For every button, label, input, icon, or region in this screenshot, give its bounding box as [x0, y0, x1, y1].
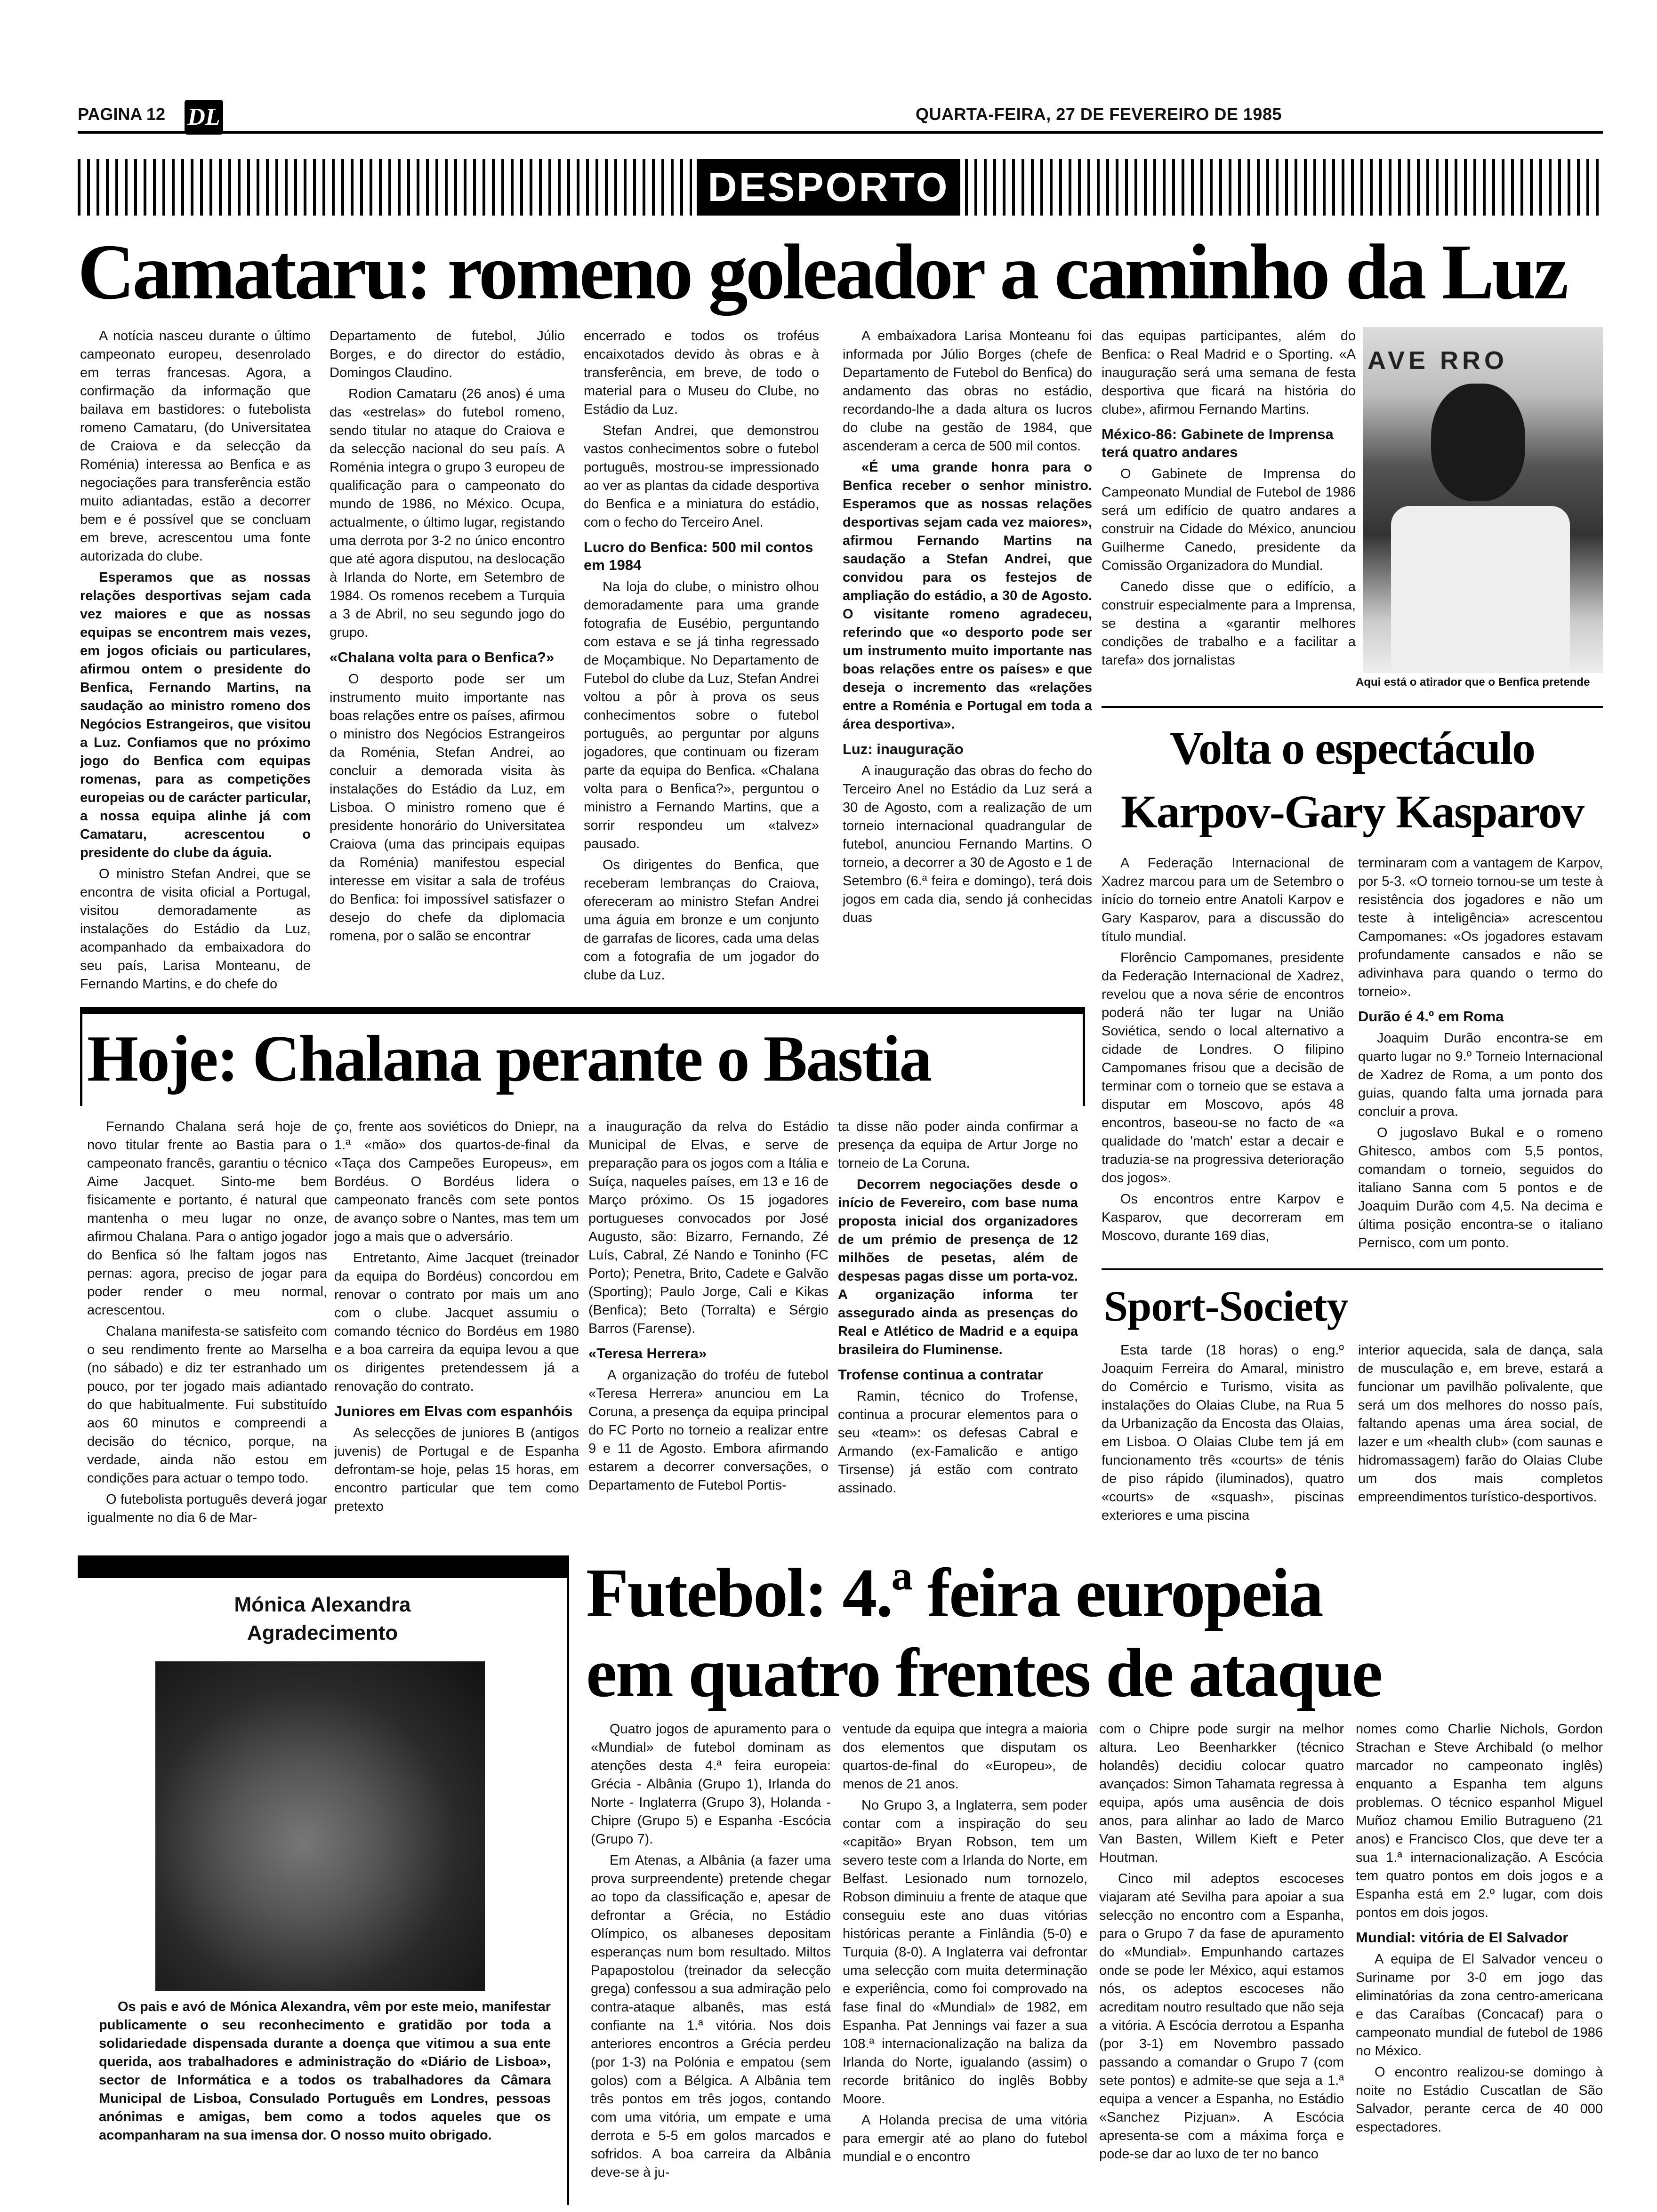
paragraph: nomes como Charlie Nichols, Gordon Strachan e Steve Archibald (o melhor marcador no campeonato inglês) enquanto a Espanha tem alguns problemas. O técnico espanhol Miguel Muñoz chamou Emilio Butragueno (21 anos) e Francisco Clos, que deve ter a sua 1.ª internacionalização. A Escócia tem quatro pontos em dois jogos e a Espanha está em 2.º lugar, com dois pontos em dois jogos. — [1356, 1722, 1603, 1920]
newspaper-logo: DL — [185, 100, 223, 135]
subheading: Juniores em Elvas com espanhóis — [334, 1403, 573, 1419]
section-stripes-left — [78, 159, 692, 216]
paragraph: Os dirigentes do Benfica, que receberam lembranças do Craiova, ofereceram ao ministro Stefan Andrei uma águia em bronze e um conjunto de garrafas de licores, cada uma delas com a fotografia de um jogador do clube da Luz. — [584, 858, 819, 983]
subheading: Luz: inauguração — [843, 741, 964, 757]
paragraph: Decorrem negociações desde o início de Fevereiro, com base numa proposta inicial dos organizadores de um prémio de presença de 12 milhões de pesetas, além de despesas pagas disse um porta-voz. A organização informa ter assegurado ainda as presenças do Real e Atlético de Madrid e a equipa brasileira do Fluminense. — [838, 1177, 1078, 1357]
paragraph: O encontro realizou-se domingo à noite no Estádio Cuscatlan de São Salvador, perante cerca de 40 000 espectadores. — [1356, 2065, 1603, 2135]
paragraph: Esperamos que as nossas relações desportivas sejam cada vez maiores e que as nossas equipas se encontrem mais vezes, em jogos oficiais ou particulares, afirmou ontem o presidente do Benfica, Fernando Martins, na saudação ao ministro romeno dos Negócios Estrangeiros, que visitou a Luz. Confiamos que no próximo jogo do Benfica com equipas romenas, para as competições europeias ou de carácter particular, a nossa equipa alinhe já com Camataru, acrescentou o presidente do clube da águia. — [80, 570, 311, 860]
paragraph: encerrado e todos os troféus encaixotados devido às obras e à transferência, em breve, de todo o material para o Museu do Clube, no Estádio da Luz. — [584, 329, 819, 417]
subheading: Lucro do Benfica: 500 mil contos em 1984 — [584, 539, 813, 573]
karpov-top-rule — [1102, 706, 1603, 708]
futebol-headline-1: Futebol: 4.ª feira europeia — [586, 1555, 1322, 1632]
karpov-headline-2: Karpov-Gary Kasparov — [1120, 785, 1584, 838]
paragraph: Florêncio Campomanes, presidente da Federação Internacional de Xadrez, revelou que a nova série de encontros poderá não ter lugar na União Soviética, sendo o local alternativo a cidade de Londres. O filipino Campomanes frisou que a decisão de terminar com o torneio que se estava a disputar em Moscovo, após 48 encontros, baseou-se no facto de «a qualidade do 'match' estar a decair e traduzia-se na progressiva deterioração dos jogos». — [1102, 950, 1344, 1186]
paragraph: Stefan Andrei, que demonstrou vastos conhecimentos sobre o futebol português, mostrou-se impressionado ao ver as plantas da cidade desportiva do Benfica e a miniatura do estádio, com o fecho do Terceiro Anel. — [584, 423, 819, 530]
paragraph: Rodion Camataru (26 anos) é uma das «estrelas» do futebol romeno, sendo titular no ataque do Craiova e da selecção nacional do seu país. A Roménia integra o grupo 3 europeu de qualificação para o campeonato do mundo de 1986, no México. Ocupa, actualmente, o último lugar, registando uma derrota por 3-2 no único encontro que até agora disputou, na deslocação à Irlanda do Norte, em Setembro de 1984. Os romenos recebem a Turquia a 3 de Abril, no seu segundo jogo do grupo. — [330, 386, 565, 640]
paragraph: Na loja do clube, o ministro olhou demoradamente para uma grande fotografia de Eusébio, perguntando com estava e se já tinha regressado de Moçambique. No Departamento de Futebol do clube da Luz, Stefan Andrei voltou a pôr à prova os seus conhecimentos sobre o futebol português, ao perguntar por alguns jogadores, que continuam ou fizeram parte da equipa do Benfica. «Chalana volta para o Benfica?», perguntou o ministro a Fernando Martins, que a sorrir respondeu um «talvez» pausado. — [584, 579, 819, 851]
page-date: QUARTA-FEIRA, 27 DE FEVEREIRO DE 1985 — [916, 104, 1282, 124]
camataru-column-2 — [330, 327, 565, 1000]
player-head — [1431, 384, 1525, 501]
paragraph: Quatro jogos de apuramento para o «Mundial» de futebol dominam as atenções desta 4.ª feira europeia: Grécia - Albânia (Grupo 1), Irlanda do Norte - Inglaterra (Grupo 3), Holanda -Chipre (Grupo 5) e Espanha -Escócia (Grupo 7). — [591, 1722, 831, 1847]
karpov-column-1 — [1102, 854, 1344, 1250]
paragraph: A inauguração das obras do fecho do Terceiro Anel no Estádio da Luz será a 30 de Agosto, com a realização de um torneio internacional quadrangular de futebol, anunciou Fernando Martins. O torneio, a decorrer a 30 de Agosto e 1 de Setembro (6.ª feira e domingo), terá dois jogos em cada dia, sendo já conhecidas duas — [843, 763, 1092, 925]
paragraph: A Holanda precisa de uma vitória para emergir até ao plano do futebol mundial e o encontro — [843, 2113, 1087, 2164]
chalana-column-2 — [334, 1118, 579, 1532]
paragraph: A equipa de El Salvador venceu o Suriname por 3-0 em jogo das eliminatórias da zona centro-americana e das Caraíbas (Concacaf) para o campeonato mundial de futebol de 1986 no México. — [1356, 1952, 1603, 2059]
monica-title: Mónica Alexandra — [234, 1593, 411, 1616]
chalana-box-top — [80, 1007, 1085, 1014]
paragraph: ta disse não poder ainda confirmar a presença da equipa de Artur Jorge no torneio de La Coruna. — [838, 1119, 1078, 1171]
paragraph: A Federação Internacional de Xadrez marcou para um de Setembro o início do torneio entre Anatoli Karpov e Gary Kasparov, para a discussão do título mundial. — [1102, 856, 1344, 944]
chalana-headline: Hoje: Chalana perante o Bastia — [87, 1022, 931, 1095]
chalana-column-4 — [838, 1118, 1078, 1532]
camataru-headline: Camataru: romeno goleador a caminho da Luz — [78, 228, 1567, 316]
subheading: Trofense continua a contratar — [838, 1366, 1043, 1383]
paragraph: ventude da equipa que integra a maioria dos elementos que disputam os quartos-de-final do «Europeu», de menos de 21 anos. — [843, 1722, 1087, 1792]
futebol-headline-2: em quatro frentes de ataque — [586, 1635, 1382, 1712]
player-shirt — [1391, 506, 1570, 673]
section-stripes-right — [965, 159, 1603, 216]
monica-subtitle: Agradecimento — [247, 1621, 398, 1644]
paragraph: Joaquim Durão encontra-se em quarto lugar no 9.º Torneio Internacional de Xadrez de Roma, a um ponto dos guias, quando falta uma jornada para concluir a prova. — [1358, 1031, 1603, 1119]
paragraph: Entretanto, Aime Jacquet (treinador da equipa do Bordéus) concordou em renovar o contrato por mais um ano com o clube. Jacquet assumiu o comando técnico do Bordéus em 1980 e a boa carreira da equipa levou a que os dirigentes pretendessem já a renovação do contrato. — [334, 1250, 579, 1394]
chalana-column-1 — [87, 1118, 327, 1532]
paragraph: O desporto pode ser um instrumento muito importante nas boas relações entre os países, afirmou o ministro dos Negócios Estrangeiros da Roménia, Stefan Andrei, ao concluir a demorada visita às instalações do Estádio da Luz, em Lisboa. O ministro romeno que é presidente honorário do Universitatea Craiova (uma das principais equipas da Roménia) manifestou especial interesse em visitar a sala de troféus do Benfica: foi impossível satisfazer o desejo do chefe da diplomacia romena, por o salão se encontrar — [330, 672, 565, 944]
paragraph: As selecções de juniores B (antigos juvenis) de Portugal e de Espanha defrontam-se hoje, pelas 15 horas, em encontro particular que tem como pretexto — [334, 1426, 579, 1514]
chalana-box-left — [80, 1007, 82, 1106]
camataru-column-4 — [843, 327, 1092, 1000]
sport-society-headline: Sport-Society — [1104, 1282, 1348, 1330]
paragraph: terminaram com a vantagem de Karpov, por 5-3. «O torneio tornou-se um teste à resistência dos jogadores e não um teste à inteligência» acrescentou Campomanes: «Os jogadores estavam profundamente cansados e não se adivinhava para quando o termo do torneio». — [1358, 856, 1603, 999]
header-rule — [78, 131, 1603, 134]
sport-society-top-rule — [1102, 1268, 1603, 1270]
photo-caption: Aqui está o atirador que o Benfica pretende — [1356, 676, 1590, 689]
futebol-column-4 — [1356, 1720, 1603, 2207]
paragraph: O futebolista português deverá jogar igualmente no dia 6 de Mar- — [87, 1492, 327, 1525]
paragraph: A organização do troféu de futebol «Teresa Herrera» anunciou em La Coruna, a presença da equipa principal do FC Porto no torneio a realizar entre 9 e 11 de Agosto. Embora afirmando estarem a decorrer conversações, o Departamento de Futebol Portis- — [588, 1368, 828, 1493]
paragraph: Canedo disse que o edifício, a construir especialmente para a Imprensa, se destina a «garantir melhores condições de trabalho e a facilitar a tarefa» dos jornalistas — [1102, 579, 1356, 668]
karpov-headline-1: Volta o espectáculo — [1170, 722, 1535, 774]
paragraph: Chalana manifesta-se satisfeito com o seu rendimento frente ao Marselha (no sábado) e diz ter estranhado um pouco, por ter jogado mais adiantado do que habitualmente. Fui substituído aos 60 minutos e compreendi a decisão do técnico, porque, na verdade, ainda não estou em condições para actuar o tempo todo. — [87, 1324, 327, 1486]
sport-society-column-2 — [1358, 1341, 1603, 1539]
photo-sign-text: AVE RRO — [1367, 346, 1508, 375]
player-photo — [1363, 327, 1603, 673]
paragraph: O Gabinete de Imprensa do Campeonato Mundial de Futebol de 1986 será um edifício de quatro andares a construir na Cidade do México, anunciou Guilherme Canedo, presidente da Comissão Organizadora do Mundial. — [1102, 466, 1356, 573]
paragraph: Departamento de futebol, Júlio Borges, e do director do estádio, Domingos Claudino. — [330, 329, 565, 380]
paragraph: das equipas participantes, além do Benfica: o Real Madrid e o Sporting. «A inauguração será uma semana de festa desportiva que ficará na história do clube», afirmou Fernando Martins. — [1102, 329, 1356, 417]
monica-right-rule — [567, 1555, 569, 2205]
futebol-column-3 — [1099, 1720, 1344, 2207]
paragraph: Os encontros entre Karpov e Kasparov, que decorreram em Moscovo, durante 169 dias, — [1102, 1192, 1344, 1243]
monica-photo — [155, 1661, 485, 1991]
paragraph: Fernando Chalana será hoje de novo titular frente ao Bastia para o campeonato francês, garantiu o técnico Aime Jacquet. Sinto-me bem fisicamente e portanto, é natural que mantenha o meu lugar no onze, afirmou Chalana. Para o antigo jogador do Benfica só lhe faltam jogos nas pernas: agora, preciso de jogar para poder render o meu normal, acrescentou. — [87, 1119, 327, 1318]
paragraph: Esta tarde (18 horas) o eng.º Joaquim Ferreira do Amaral, ministro do Comércio e Turismo, visita as instalações do Olaias Clube, na Rua 5 da Urbanização da Encosta das Olaias, em Lisboa. O Olaias Clube tem já em funcionamento três «courts» de ténis de piso rápido (iluminados), quatro «courts» de «squash», piscinas exteriores e uma piscina — [1102, 1343, 1344, 1523]
paragraph: A embaixadora Larisa Monteanu foi informada por Júlio Borges (chefe de Departamento de Futebol do Benfica) do andamento das obras no estádio, recordando-lhe a dada altura os lucros do clube na gestão de 1984, que ascenderam a cerca de 500 mil contos. — [843, 329, 1092, 454]
page-number: PAGINA 12 — [78, 104, 166, 124]
chalana-column-3 — [588, 1118, 828, 1532]
paragraph: O jugoslavo Bukal e o romeno Ghitesco, ambos com 5,5 pontos, comandam o torneio, seguidos do italiano Sanna com 5 pontos e de Joaquim Durão com 4,5. Na decima e última posição encontra-se o italiano Pernisco, com um ponto. — [1358, 1125, 1603, 1250]
paragraph: Cinco mil adeptos escoceses viajaram até Sevilha para apoiar a sua selecção no encontro com a Espanha, para o Grupo 7 da fase de apuramento do «Mundial». Empunhando cartazes onde se pode ler México, aqui estamos nós, os adeptos escoceses não acreditam noutro resultado que não seja a vitória. A Escócia derrotou a Espanha (por 3-1) em Novembro passado passando a comandar o Grupo 7 (com sete pontos) e admite-se que seja a 1.ª equipa a vencer a Espanha, no Estádio «Sanchez Pizjuan». A Escócia apresenta-se com a máxima força e pode-se dar ao luxo de ter no banco — [1099, 1871, 1344, 2162]
paragraph: Em Atenas, a Albânia (a fazer uma prova surpreendente) pretende chegar ao topo da classificação e, apesar de defrontar a Grécia, no Estádio Olímpico, os albaneses depositam esperanças num bom resultado. Miltos Papapostolou (treinador da selecção grega) confessou a sua admiração pelo contra-ataque albanês, mas está confiante na 1.ª vitória. Nos dois anteriores encontros a Grécia perdeu (por 1-3) na Polónia e empatou (sem golos) com a Bélgica. A Albânia tem três pontos em três jogos, contando com uma vitória, um empate e uma derrota e 5-5 em golos marcados e sofridos. A boa carreira da Albânia deve-se à ju- — [591, 1853, 831, 2180]
camataru-column-5 — [1102, 327, 1356, 741]
section-label: DESPORTO — [697, 159, 960, 216]
paragraph: O ministro Stefan Andrei, que se encontra de visita oficial a Portugal, visitou demoradamente as instalações do Estádio da Luz, acompanhado da embaixadora do seu país, Larisa Monteanu, de Fernando Martins, e do chefe do — [80, 866, 311, 992]
paragraph: com o Chipre pode surgir na melhor altura. Leo Beenharkker (técnico holandês) decidiu colocar quatro avançados: Simon Tahamata regressa à equipa, após uma ausência de dois anos, para alinhar ao lado de Marco Van Basten, Willem Kieft e Peter Houtman. — [1099, 1722, 1344, 1865]
monica-text: Os pais e avó de Mónica Alexandra, vêm por este meio, manifestar publicamente o seu reconhecimento e gratidão por toda a solidariedade dispensada durante a doença que vitimou a sua ente querida, aos trabalhadores e administração do «Diário de Lisboa», sector de Informática e a todos os trabalhadores da Câmara Municipal de Lisboa, Consulado Português em Londres, pessoas anónimas e amigas, bem como a todos aqueles que os acompanharam na sua imensa dor. O nosso muito obrigado. — [99, 1999, 551, 2143]
subheading: «Chalana volta para o Benfica?» — [330, 649, 555, 665]
sport-society-column-1 — [1102, 1341, 1344, 1539]
paragraph: No Grupo 3, a Inglaterra, sem poder contar com a inspiração do seu «capitão» Bryan Robson, tem um severo teste com a Irlanda do Norte, em Belfast. Lesionado num tornozelo, Robson diminuiu a frente de ataque que conseguiu este ano duas vitórias históricas perante a Finlândia (5-0) e Turquia (8-0). A Inglaterra vai defrontar uma selecção com muita determinação e experiência, como foi comprovado na fase final do «Mundial» de 1982, em Espanha. Pat Jennings vai fazer a sua 108.ª internacionalização na baliza da Irlanda do Norte, igualando (assim) o recorde britânico do inglês Bobby Moore. — [843, 1798, 1087, 2107]
paragraph: interior aquecida, sala de dança, sala de musculação e, em breve, estará a funcionar um pavilhão polivalente, que será um dos melhores do nosso país, faltando apenas uma área social, de lazer e um «health club» (com saunas e hidromassagem) farão do Olaias Clube um dos mais completos empreendimentos turístico-desportivos. — [1358, 1343, 1603, 1505]
paragraph: a inauguração da relva do Estádio Municipal de Elvas, e serve de preparação para os jogos com a Itália e Suíça, naqueles países, em 13 e 16 de Março próximo. Os 15 jogadores portugueses convocados por José Augusto, são: Bizarro, Fernando, Zé Luís, Cabral, Zé Nando e Toninho (FC Porto); Penetra, Brito, Cadete e Galvão (Sporting); Paulo Jorge, Cali e Kikas (Benfica); Beto (Torralta) e Sérgio Barros (Farense). — [588, 1119, 828, 1336]
paragraph: ço, frente aos soviéticos do Dniepr, na 1.ª «mão» dos quartos-de-final da «Taça dos Campeões Europeus», em Bordéus. O Bordéus lidera o campeonato francês com sete pontos de avanço sobre o Nantes, mas tem um jogo a mais que o adversário. — [334, 1119, 579, 1244]
camataru-column-3 — [584, 327, 819, 1000]
paragraph: «É uma grande honra para o Benfica receber o senhor ministro. Esperamos que as nossas relações desportivas sejam cada vez maiores», afirmou Fernando Martins na saudação a Stefan Andrei, que convidou para os festejos de ampliação do estádio, a 30 de Agosto. O visitante romeno agradeceu, referindo que «o desporto pode ser um instrumento muito importante nas boas relações entre os países» e que deseja o incremento das «relações entre a Roménia e Portugal em toda a área desportiva». — [843, 460, 1092, 732]
subheading: «Teresa Herrera» — [588, 1345, 707, 1362]
subheading: México-86: Gabinete de Imprensa terá quatro andares — [1102, 426, 1334, 460]
paragraph: A notícia nasceu durante o último campeonato europeu, desenrolado em terras francesas. Agora, a confirmação da informação que bailava em bastidores: o futebolista romeno Camataru, (do Universitatea de Craiova e da selecção da Roménia) interessa ao Benfica e as negociações para transferência estão muito adiantadas, estão a decorrer bem e é possível que se concluam em breve, acrescentou uma fonte autorizada do clube. — [80, 329, 311, 564]
futebol-column-2 — [843, 1720, 1087, 2207]
camataru-column-1 — [80, 327, 311, 1000]
subheading: Durão é 4.º em Roma — [1358, 1008, 1504, 1025]
subheading: Mundial: vitória de El Salvador — [1356, 1929, 1569, 1946]
futebol-column-1 — [591, 1720, 831, 2207]
monica-top-bar — [78, 1555, 567, 1578]
karpov-column-2 — [1358, 854, 1603, 1250]
chalana-box-right — [1083, 1007, 1085, 1106]
paragraph: Ramin, técnico do Trofense, continua a procurar elementos para o seu «team»: os defesas Cabral e Armando (ex-Famalicão e antigo Tirsense) já estão com contrato assinado. — [838, 1389, 1078, 1496]
